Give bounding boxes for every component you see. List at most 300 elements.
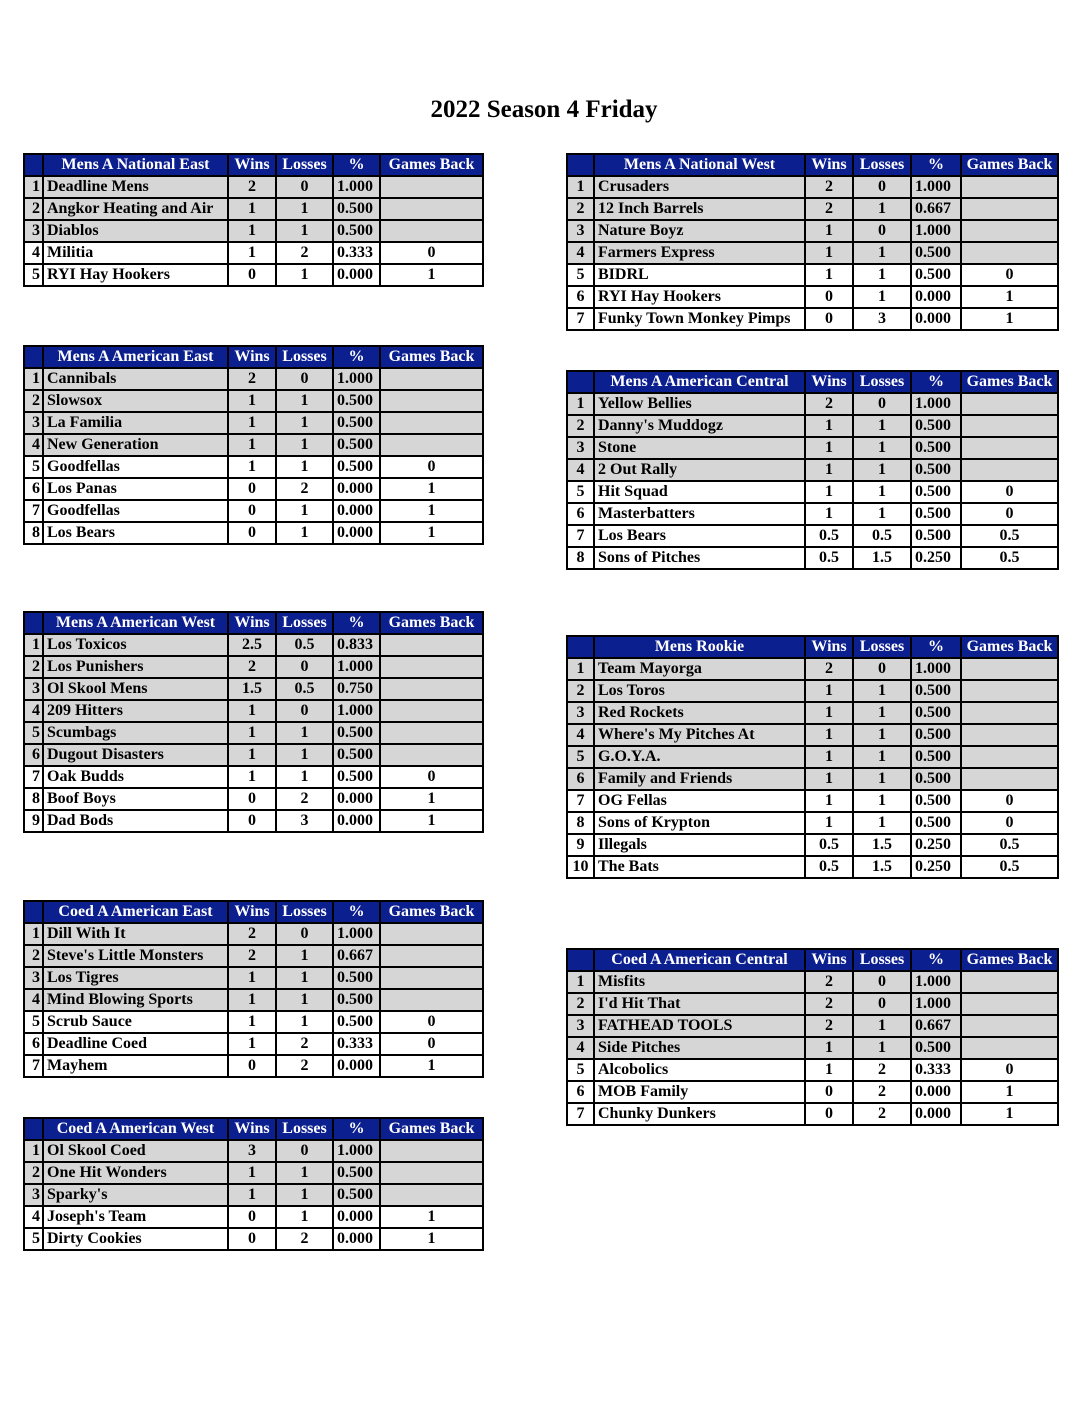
table-row — [567, 264, 1058, 286]
header-rank-cell — [567, 949, 594, 971]
pct-value: 0.000 — [911, 308, 961, 330]
team-rank: 6 — [24, 744, 43, 766]
standings-table — [566, 635, 1059, 879]
team-rank: 5 — [24, 264, 43, 286]
table-row — [24, 242, 483, 264]
pct-value: 0.000 — [911, 1103, 961, 1125]
team-name: Sparky's — [43, 1184, 228, 1206]
games-back-value — [380, 989, 483, 1011]
standings-table — [23, 1117, 484, 1251]
wins-value: 1 — [805, 264, 853, 286]
table-header-row — [567, 949, 1058, 971]
pct-value: 0.500 — [333, 1184, 380, 1206]
wins-value: 1 — [805, 1037, 853, 1059]
pct-value: 0.500 — [333, 390, 380, 412]
team-name: Illegals — [594, 834, 805, 856]
wins-value: 1 — [805, 481, 853, 503]
games-back-value — [961, 220, 1058, 242]
team-name: Yellow Bellies — [594, 393, 805, 415]
games-back-value — [961, 768, 1058, 790]
team-rank: 7 — [567, 790, 594, 812]
header-wins: Wins — [228, 901, 276, 923]
team-rank: 6 — [567, 286, 594, 308]
team-name: New Generation — [43, 434, 228, 456]
team-rank: 5 — [567, 264, 594, 286]
pct-value: 0.500 — [333, 198, 380, 220]
games-back-value — [961, 658, 1058, 680]
losses-value: 2 — [276, 1033, 333, 1055]
pct-value: 0.000 — [333, 1206, 380, 1228]
losses-value: 1 — [853, 242, 911, 264]
header-wins: Wins — [805, 636, 853, 658]
games-back-value: 0 — [380, 1033, 483, 1055]
pct-value: 0.333 — [911, 1059, 961, 1081]
table-row — [24, 176, 483, 198]
pct-value: 0.500 — [333, 456, 380, 478]
losses-value: 0 — [853, 393, 911, 415]
standings-table — [23, 345, 484, 545]
header-losses: Losses — [853, 371, 911, 393]
wins-value: 0 — [228, 522, 276, 544]
team-name: Steve's Little Monsters — [43, 945, 228, 967]
table-row — [24, 1140, 483, 1162]
table-header-row — [567, 371, 1058, 393]
games-back-value: 1 — [380, 1055, 483, 1077]
wins-value: 1 — [805, 220, 853, 242]
team-rank: 6 — [567, 503, 594, 525]
pct-value: 0.500 — [911, 768, 961, 790]
wins-value: 1 — [228, 434, 276, 456]
team-name: Alcobolics — [594, 1059, 805, 1081]
wins-value: 1 — [228, 744, 276, 766]
games-back-value: 0 — [961, 503, 1058, 525]
losses-value: 2 — [276, 478, 333, 500]
team-rank: 4 — [567, 459, 594, 481]
games-back-value: 0.5 — [961, 856, 1058, 878]
table-row — [24, 923, 483, 945]
header-pct: % — [333, 154, 380, 176]
games-back-value: 0 — [961, 1059, 1058, 1081]
losses-value: 1 — [853, 198, 911, 220]
wins-value: 1 — [228, 766, 276, 788]
pct-value: 0.000 — [333, 1228, 380, 1250]
team-name: Scumbags — [43, 722, 228, 744]
header-rank-cell — [567, 154, 594, 176]
losses-value: 1 — [853, 1015, 911, 1037]
games-back-value — [380, 722, 483, 744]
losses-value: 1 — [276, 722, 333, 744]
table-row — [567, 724, 1058, 746]
pct-value: 1.000 — [333, 176, 380, 198]
team-name: La Familia — [43, 412, 228, 434]
table-row — [24, 198, 483, 220]
division-name: Mens A National West — [594, 154, 805, 176]
losses-value: 1 — [853, 790, 911, 812]
division-name: Coed A American West — [43, 1118, 228, 1140]
team-rank: 3 — [567, 702, 594, 724]
pct-value: 0.500 — [911, 812, 961, 834]
table-row — [567, 503, 1058, 525]
team-rank: 3 — [24, 220, 43, 242]
table-row — [24, 522, 483, 544]
pct-value: 1.000 — [911, 971, 961, 993]
games-back-value: 1 — [380, 522, 483, 544]
table-header-row — [24, 1118, 483, 1140]
wins-value: 1 — [228, 722, 276, 744]
losses-value: 1 — [276, 1206, 333, 1228]
losses-value: 0 — [276, 700, 333, 722]
losses-value: 1 — [853, 481, 911, 503]
losses-value: 1 — [276, 500, 333, 522]
wins-value: 0 — [228, 478, 276, 500]
team-rank: 1 — [24, 634, 43, 656]
header-rank-cell — [567, 371, 594, 393]
table-row — [567, 459, 1058, 481]
losses-value: 1 — [853, 503, 911, 525]
losses-value: 1 — [276, 1184, 333, 1206]
table-header-row — [24, 154, 483, 176]
team-name: MOB Family — [594, 1081, 805, 1103]
team-name: The Bats — [594, 856, 805, 878]
games-back-value: 0.5 — [961, 525, 1058, 547]
pct-value: 0.500 — [911, 1037, 961, 1059]
pct-value: 0.000 — [911, 286, 961, 308]
team-rank: 2 — [567, 993, 594, 1015]
header-pct: % — [333, 901, 380, 923]
table-header-row — [24, 346, 483, 368]
header-losses: Losses — [853, 949, 911, 971]
team-rank: 1 — [24, 1140, 43, 1162]
losses-value: 1 — [276, 434, 333, 456]
losses-value: 0 — [853, 220, 911, 242]
games-back-value: 1 — [961, 286, 1058, 308]
losses-value: 2 — [853, 1103, 911, 1125]
games-back-value — [380, 434, 483, 456]
table-row — [567, 547, 1058, 569]
team-name: Crusaders — [594, 176, 805, 198]
pct-value: 1.000 — [911, 658, 961, 680]
team-rank: 2 — [24, 945, 43, 967]
team-rank: 7 — [24, 500, 43, 522]
team-rank: 6 — [24, 478, 43, 500]
games-back-value — [961, 993, 1058, 1015]
header-losses: Losses — [276, 901, 333, 923]
wins-value: 0 — [228, 1055, 276, 1077]
team-rank: 9 — [567, 834, 594, 856]
games-back-value — [961, 198, 1058, 220]
losses-value: 2 — [276, 1228, 333, 1250]
division-name: Mens Rookie — [594, 636, 805, 658]
table-row — [567, 242, 1058, 264]
team-name: Misfits — [594, 971, 805, 993]
losses-value: 1 — [853, 746, 911, 768]
wins-value: 1 — [228, 220, 276, 242]
team-name: Joseph's Team — [43, 1206, 228, 1228]
pct-value: 1.000 — [911, 393, 961, 415]
wins-value: 1 — [805, 702, 853, 724]
wins-value: 1 — [805, 790, 853, 812]
header-losses: Losses — [276, 154, 333, 176]
wins-value: 3 — [228, 1140, 276, 1162]
wins-value: 2 — [805, 993, 853, 1015]
table-row — [24, 500, 483, 522]
pct-value: 0.250 — [911, 547, 961, 569]
pct-value: 0.500 — [333, 220, 380, 242]
losses-value: 0 — [276, 1140, 333, 1162]
header-games-back: Games Back — [961, 636, 1058, 658]
pct-value: 0.000 — [333, 1055, 380, 1077]
team-name: Los Toxicos — [43, 634, 228, 656]
team-name: 209 Hitters — [43, 700, 228, 722]
pct-value: 0.500 — [911, 481, 961, 503]
team-rank: 5 — [567, 1059, 594, 1081]
team-rank: 4 — [24, 989, 43, 1011]
losses-value: 1 — [276, 766, 333, 788]
losses-value: 1 — [853, 459, 911, 481]
table-row — [24, 1206, 483, 1228]
team-name: Ol Skool Mens — [43, 678, 228, 700]
team-name: Los Tigres — [43, 967, 228, 989]
table-header-row — [567, 154, 1058, 176]
wins-value: 1 — [228, 1033, 276, 1055]
team-name: Funky Town Monkey Pimps — [594, 308, 805, 330]
standings-table — [23, 611, 484, 833]
team-rank: 8 — [24, 788, 43, 810]
team-rank: 6 — [567, 768, 594, 790]
team-name: RYI Hay Hookers — [43, 264, 228, 286]
team-name: Dad Bods — [43, 810, 228, 832]
wins-value: 1 — [805, 1059, 853, 1081]
wins-value: 2 — [805, 176, 853, 198]
losses-value: 1 — [276, 390, 333, 412]
losses-value: 1 — [276, 412, 333, 434]
table-row — [567, 856, 1058, 878]
team-rank: 3 — [24, 1184, 43, 1206]
team-name: Los Punishers — [43, 656, 228, 678]
games-back-value: 1 — [961, 308, 1058, 330]
team-rank: 1 — [24, 923, 43, 945]
wins-value: 1.5 — [228, 678, 276, 700]
pct-value: 0.500 — [333, 766, 380, 788]
pct-value: 0.500 — [911, 242, 961, 264]
wins-value: 1 — [805, 459, 853, 481]
team-name: Hit Squad — [594, 481, 805, 503]
team-name: RYI Hay Hookers — [594, 286, 805, 308]
games-back-value — [380, 198, 483, 220]
losses-value: 1 — [853, 702, 911, 724]
losses-value: 0 — [276, 923, 333, 945]
losses-value: 1 — [276, 1162, 333, 1184]
losses-value: 1 — [276, 744, 333, 766]
wins-value: 1 — [228, 412, 276, 434]
standings-table — [566, 370, 1059, 570]
losses-value: 0.5 — [276, 678, 333, 700]
table-row — [567, 812, 1058, 834]
team-rank: 7 — [24, 1055, 43, 1077]
pct-value: 0.500 — [911, 525, 961, 547]
table-row — [567, 658, 1058, 680]
games-back-value: 0.5 — [961, 834, 1058, 856]
wins-value: 1 — [228, 700, 276, 722]
team-rank: 4 — [567, 724, 594, 746]
team-rank: 5 — [567, 746, 594, 768]
table-row — [24, 700, 483, 722]
team-name: Angkor Heating and Air — [43, 198, 228, 220]
team-name: Masterbatters — [594, 503, 805, 525]
team-rank: 7 — [567, 1103, 594, 1125]
pct-value: 1.000 — [333, 368, 380, 390]
team-rank: 1 — [567, 393, 594, 415]
losses-value: 1.5 — [853, 856, 911, 878]
team-rank: 4 — [567, 242, 594, 264]
games-back-value: 0 — [961, 264, 1058, 286]
games-back-value — [961, 415, 1058, 437]
losses-value: 1 — [853, 768, 911, 790]
team-rank: 1 — [567, 971, 594, 993]
team-rank: 2 — [24, 198, 43, 220]
table-row — [567, 790, 1058, 812]
wins-value: 1 — [228, 989, 276, 1011]
header-rank-cell — [24, 901, 43, 923]
team-rank: 7 — [567, 308, 594, 330]
pct-value: 0.250 — [911, 856, 961, 878]
table-row — [567, 993, 1058, 1015]
wins-value: 1 — [805, 746, 853, 768]
header-pct: % — [911, 154, 961, 176]
games-back-value: 1 — [380, 810, 483, 832]
table-row — [24, 788, 483, 810]
table-row — [24, 656, 483, 678]
pct-value: 0.500 — [911, 503, 961, 525]
wins-value: 2 — [805, 658, 853, 680]
team-name: Side Pitches — [594, 1037, 805, 1059]
pct-value: 0.250 — [911, 834, 961, 856]
games-back-value — [961, 459, 1058, 481]
table-row — [24, 264, 483, 286]
pct-value: 0.000 — [333, 522, 380, 544]
table-row — [24, 989, 483, 1011]
table-row — [24, 967, 483, 989]
pct-value: 0.500 — [911, 702, 961, 724]
header-rank-cell — [24, 612, 43, 634]
games-back-value — [380, 1140, 483, 1162]
pct-value: 0.667 — [911, 198, 961, 220]
pct-value: 0.500 — [911, 264, 961, 286]
games-back-value — [380, 945, 483, 967]
games-back-value: 1 — [380, 1228, 483, 1250]
team-name: Goodfellas — [43, 500, 228, 522]
team-name: Los Bears — [594, 525, 805, 547]
games-back-value: 0 — [380, 766, 483, 788]
games-back-value — [961, 176, 1058, 198]
standings-table — [566, 153, 1059, 331]
team-rank: 1 — [567, 658, 594, 680]
pct-value: 0.500 — [911, 680, 961, 702]
games-back-value: 0 — [961, 790, 1058, 812]
team-name: Deadline Coed — [43, 1033, 228, 1055]
games-back-value — [380, 634, 483, 656]
wins-value: 2 — [805, 393, 853, 415]
header-losses: Losses — [276, 612, 333, 634]
wins-value: 0 — [805, 1081, 853, 1103]
team-rank: 4 — [24, 1206, 43, 1228]
team-name: Stone — [594, 437, 805, 459]
table-row — [24, 456, 483, 478]
games-back-value — [961, 393, 1058, 415]
table-row — [24, 678, 483, 700]
table-header-row — [567, 636, 1058, 658]
team-name: One Hit Wonders — [43, 1162, 228, 1184]
division-name: Coed A American East — [43, 901, 228, 923]
team-name: Family and Friends — [594, 768, 805, 790]
team-rank: 9 — [24, 810, 43, 832]
table-row — [24, 390, 483, 412]
wins-value: 2 — [805, 198, 853, 220]
team-rank: 8 — [567, 812, 594, 834]
games-back-value: 1 — [380, 500, 483, 522]
games-back-value — [380, 220, 483, 242]
header-losses: Losses — [853, 154, 911, 176]
pct-value: 0.500 — [911, 724, 961, 746]
pct-value: 0.500 — [333, 434, 380, 456]
pct-value: 0.000 — [333, 478, 380, 500]
wins-value: 2 — [228, 945, 276, 967]
table-header-row — [24, 901, 483, 923]
header-games-back: Games Back — [380, 346, 483, 368]
games-back-value: 1 — [380, 478, 483, 500]
games-back-value: 0 — [961, 812, 1058, 834]
team-name: Scrub Sauce — [43, 1011, 228, 1033]
table-row — [24, 945, 483, 967]
pct-value: 0.500 — [911, 437, 961, 459]
table-row — [24, 1228, 483, 1250]
table-row — [24, 634, 483, 656]
losses-value: 1 — [276, 1011, 333, 1033]
header-wins: Wins — [805, 371, 853, 393]
team-name: 2 Out Rally — [594, 459, 805, 481]
table-row — [24, 478, 483, 500]
header-pct: % — [333, 346, 380, 368]
losses-value: 1 — [276, 456, 333, 478]
wins-value: 1 — [228, 1011, 276, 1033]
losses-value: 1 — [276, 967, 333, 989]
header-losses: Losses — [276, 1118, 333, 1140]
pct-value: 0.500 — [333, 744, 380, 766]
header-rank-cell — [24, 154, 43, 176]
team-name: Goodfellas — [43, 456, 228, 478]
team-name: Dirty Cookies — [43, 1228, 228, 1250]
table-row — [567, 1015, 1058, 1037]
header-losses: Losses — [276, 346, 333, 368]
team-name: Los Bears — [43, 522, 228, 544]
wins-value: 1 — [805, 680, 853, 702]
games-back-value — [380, 967, 483, 989]
table-row — [567, 481, 1058, 503]
team-rank: 7 — [567, 525, 594, 547]
pct-value: 0.000 — [911, 1081, 961, 1103]
wins-value: 1 — [228, 1184, 276, 1206]
table-row — [567, 308, 1058, 330]
games-back-value — [380, 1162, 483, 1184]
header-losses: Losses — [853, 636, 911, 658]
table-row — [24, 1162, 483, 1184]
team-name: Mayhem — [43, 1055, 228, 1077]
games-back-value: 1 — [380, 788, 483, 810]
pct-value: 0.500 — [911, 415, 961, 437]
header-games-back: Games Back — [380, 1118, 483, 1140]
games-back-value — [961, 702, 1058, 724]
losses-value: 0 — [276, 176, 333, 198]
